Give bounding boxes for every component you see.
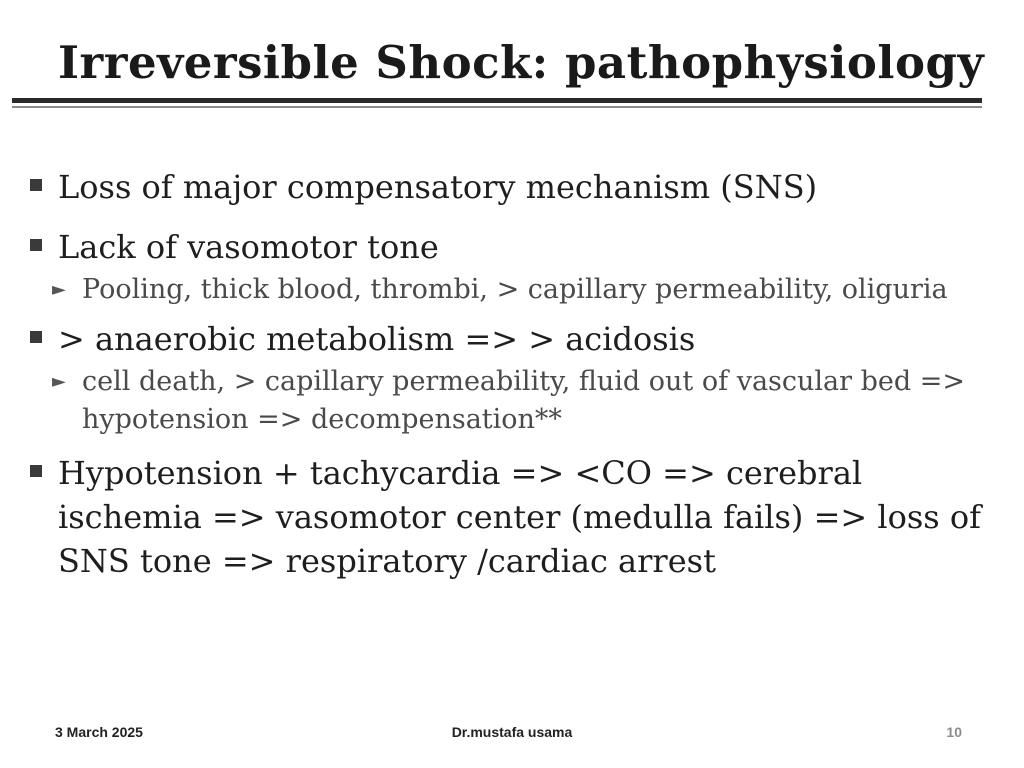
sub-bullet-item [30,363,990,439]
square-bullet-icon [30,465,42,477]
bullet-text: Loss of major compensatory mechanism (SNS) [58,168,818,206]
bullet-item [30,225,990,269]
bullet-list [30,165,990,583]
title-underline [12,98,982,103]
square-bullet-icon [30,331,42,343]
page-number: 10 [946,724,962,740]
footer-date: 3 March 2025 [55,724,143,740]
sub-bullet-text: cell death, > capillary permeability, fluid out of vascular bed => hypotension => decompensation** [82,366,966,435]
footer-author: Dr.mustafa usama [451,724,573,740]
title-underline-shadow [12,106,982,108]
bullet-item [30,165,990,209]
square-bullet-icon [30,239,42,251]
bullet-item [30,317,990,361]
bullet-text: > anaerobic metabolism => > acidosis [58,320,696,358]
square-bullet-icon [30,179,42,191]
bullet-text: Lack of vasomotor tone [58,228,439,266]
bullet-text: Hypotension + tachycardia => <CO => cerebral ischemia => vasomotor center (medulla fails) => loss of SNS tone => respiratory /cardiac arrest [58,454,981,580]
sub-bullet-item [30,271,990,309]
sub-bullet-text: Pooling, thick blood, thrombi, > capillary permeability, oliguria [82,274,948,305]
bullet-item [30,451,990,583]
arrow-bullet-icon: ► [52,279,66,300]
arrow-bullet-icon: ► [52,371,66,392]
slide-title: Irreversible Shock: pathophysiology [58,36,985,89]
